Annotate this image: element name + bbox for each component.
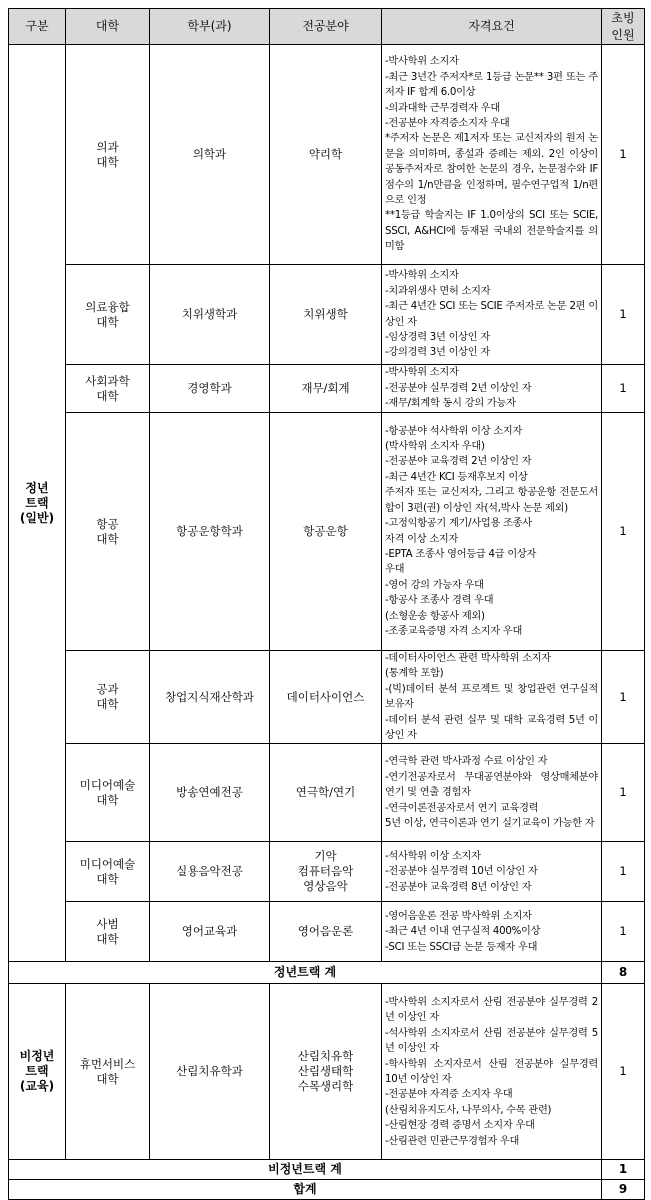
field-cell: 기악 컴퓨터음악 영상음악	[270, 842, 382, 902]
department-cell: 경영학과	[150, 365, 270, 413]
tenure-row	[9, 744, 645, 842]
field-cell: 항공운항	[270, 413, 382, 651]
requirement-line: -산림관련 민관근무경험자 우대	[385, 1135, 520, 1147]
requirement-line: -의과대학 근무경력자 우대	[385, 102, 500, 114]
college-cell: 휴먼서비스 대학	[66, 984, 150, 1160]
recruitment-table-wrapper	[8, 8, 644, 1200]
department-cell: 의학과	[150, 45, 270, 265]
tenure-row	[9, 265, 645, 365]
department-cell: 산림치유학과	[150, 984, 270, 1160]
nontenure-subtotal-label: 비정년트랙 계	[9, 1160, 602, 1180]
requirement-line: -강의경력 3년 이상인 자	[385, 347, 490, 359]
tenure-row	[9, 365, 645, 413]
positions-cell: 1	[602, 413, 645, 651]
requirements-cell	[382, 651, 602, 744]
requirement-line: -최근 4년 이내 연구실적 400%이상	[385, 926, 541, 938]
requirement-line: -SCI 또는 SSCI급 논문 등재자 우대	[385, 941, 538, 953]
total-row	[9, 1180, 645, 1200]
requirements-cell	[382, 744, 602, 842]
positions-cell: 1	[602, 265, 645, 365]
requirement-line: -전공분야 교육경력 2년 이상인 자	[385, 456, 532, 468]
department-cell: 항공운항학과	[150, 413, 270, 651]
requirement-line: -학사학위 소지자로서 산림 전공분야 실무경력 10년 이상인 자	[385, 1058, 598, 1085]
requirement-line: -EPTA 조종사 영어등급 4급 이상자 우대	[385, 548, 537, 576]
tenure-row	[9, 651, 645, 744]
college-cell: 공과 대학	[66, 651, 150, 744]
requirements-cell	[382, 984, 602, 1160]
requirement-line: -전공분야 실무경력 2년 이상인 자	[385, 382, 532, 394]
header-field: 전공분야	[270, 9, 382, 45]
requirement-line: -최근 4년간 KCI 등재후보지 이상 주저자 또는 교신저자, 그리고 항공운항 전문도서 합이 3편(권) 이상인 자(석,박사 논문 제외)	[385, 471, 598, 514]
requirement-line: -전공분야 자격증소지자 우대	[385, 117, 510, 129]
requirement-line: -박사학위 소지자로서 산림 전공분야 실무경력 2년 이상인 자	[385, 996, 598, 1024]
department-cell: 치위생학과	[150, 265, 270, 365]
requirements-cell	[382, 902, 602, 962]
requirement-line: -전공분야 실무경력 10년 이상인 자	[385, 866, 538, 878]
requirement-line: -영어 강의 가능자 우대	[385, 579, 484, 591]
requirement-line: -박사학위 소지자	[385, 270, 459, 282]
college-cell: 사회과학 대학	[66, 365, 150, 413]
header-requirements: 자격요건	[382, 9, 602, 45]
requirement-line: -항공사 조종사 경력 우대 (소형운송 항공사 제외)	[385, 595, 494, 622]
nontenure-subtotal-row	[9, 1160, 645, 1180]
department-cell: 방송연예전공	[150, 744, 270, 842]
requirement-line: -재무/회계학 동시 강의 가능자	[385, 398, 516, 410]
positions-cell: 1	[602, 651, 645, 744]
positions-cell: 1	[602, 902, 645, 962]
requirement-line: -산림현장 경력 증명서 소지자 우대	[385, 1120, 535, 1132]
positions-cell: 1	[602, 984, 645, 1160]
requirement-line: -데이터 분석 관련 실무 및 대학 교육경력 5년 이상인 자	[385, 714, 598, 742]
requirements-cell	[382, 265, 602, 365]
college-cell: 의료융합 대학	[66, 265, 150, 365]
header-college: 대학	[66, 9, 150, 45]
header-positions: 초빙 인원	[602, 9, 645, 45]
requirement-line: -고정익항공기 계기/사업용 조종사 자격 이상 소지자	[385, 518, 532, 545]
tenure-subtotal-row	[9, 962, 645, 984]
department-cell: 영어교육과	[150, 902, 270, 962]
nontenure-category-label: 비정년 트랙 (교육)	[9, 984, 66, 1160]
requirement-line: -(빅)데이터 분석 프로젝트 및 창업관련 연구실적 보유자	[385, 683, 598, 711]
college-cell: 미디어예술 대학	[66, 842, 150, 902]
field-cell: 데이터사이언스	[270, 651, 382, 744]
requirement-line: -치과위생사 면허 소지자	[385, 285, 491, 297]
requirements-cell	[382, 45, 602, 265]
requirement-line: -항공분야 석사학위 이상 소지자 (박사학위 소지자 우대)	[385, 425, 523, 453]
tenure-subtotal-value: 8	[602, 962, 645, 984]
college-cell: 항공 대학	[66, 413, 150, 651]
nontenure-row	[9, 984, 645, 1160]
requirement-line: -박사학위 소지자	[385, 367, 459, 379]
tenure-row	[9, 45, 645, 265]
requirement-line: -연극이론전공자로서 연기 교육경력 5년 이상, 연극이론과 연기 실기교육이 가능한 자	[385, 802, 595, 830]
field-cell: 치위생학	[270, 265, 382, 365]
total-label: 합계	[9, 1180, 602, 1200]
requirement-line: -석사학위 소지자로서 산림 전공분야 실무경력 5년 이상인 자	[385, 1027, 598, 1055]
requirement-line: -전공분야 교육경력 8년 이상인 자	[385, 881, 532, 893]
requirement-line: -전공분야 자격증 소지자 우대 (산림치유지도사, 나무의사, 수목 관련)	[385, 1089, 552, 1116]
requirement-line: -최근 3년간 주저자*로 1등급 논문** 3편 또는 주저자 IF 합계 6.0이상	[385, 71, 598, 99]
positions-cell: 1	[602, 842, 645, 902]
requirements-cell	[382, 842, 602, 902]
college-cell: 사범 대학	[66, 902, 150, 962]
requirement-line: -석사학위 이상 소지자	[385, 850, 481, 862]
tenure-category-label: 정년 트랙 (일반)	[9, 45, 66, 962]
requirement-line: -영어음운론 전공 박사학위 소지자	[385, 910, 532, 922]
recruitment-table	[8, 8, 645, 1200]
total-value: 9	[602, 1180, 645, 1200]
tenure-subtotal-label: 정년트랙 계	[9, 962, 602, 984]
tenure-row	[9, 842, 645, 902]
requirements-cell	[382, 413, 602, 651]
requirement-line: -연기전공자로서 무대공연분야와 영상매체분야 연기 및 연출 경험자	[385, 771, 598, 799]
college-cell: 의과 대학	[66, 45, 150, 265]
requirement-line: *주저자 논문은 제1저자 또는 교신저자의 원저 논문을 의미하며, 종설과 증례는 제외. 2인 이상이 공동주저자로 참여한 논문의 경우, 논문점수와 IF 점수의 1/n만큼을 인정하며, 필수연구업적 1/n편으로 인정	[385, 133, 598, 207]
department-cell: 창업지식재산학과	[150, 651, 270, 744]
tenure-row	[9, 902, 645, 962]
positions-cell: 1	[602, 744, 645, 842]
field-cell: 약리학	[270, 45, 382, 265]
field-cell: 연극학/연기	[270, 744, 382, 842]
requirement-line: -데이터사이언스 관련 박사학위 소지자 (통계학 포함)	[385, 653, 551, 680]
positions-cell: 1	[602, 45, 645, 265]
field-cell: 재무/회계	[270, 365, 382, 413]
header-department: 학부(과)	[150, 9, 270, 45]
requirement-line: -조종교육증명 자격 소지자 우대	[385, 625, 523, 637]
department-cell: 실용음악전공	[150, 842, 270, 902]
header-row	[9, 9, 645, 45]
field-cell: 산림치유학 산림생태학 수목생리학	[270, 984, 382, 1160]
header-category: 구분	[9, 9, 66, 45]
requirement-line: -임상경력 3년 이상인 자	[385, 331, 490, 343]
requirement-line: **1등급 학술지는 IF 1.0이상의 SCI 또는 SCIE, SSCI, A&HCI에 등재된 국내외 전문학술지를 의미함	[385, 210, 598, 253]
requirement-line: -최근 4년간 SCI 또는 SCIE 주저자로 논문 2편 이상인 자	[385, 301, 598, 328]
tenure-row	[9, 413, 645, 651]
requirement-line: -연극학 관련 박사과정 수료 이상인 자	[385, 756, 548, 768]
positions-cell: 1	[602, 365, 645, 413]
college-cell: 미디어예술 대학	[66, 744, 150, 842]
nontenure-subtotal-value: 1	[602, 1160, 645, 1180]
requirements-cell	[382, 365, 602, 413]
field-cell: 영어음운론	[270, 902, 382, 962]
requirement-line: -박사학위 소지자	[385, 56, 459, 68]
